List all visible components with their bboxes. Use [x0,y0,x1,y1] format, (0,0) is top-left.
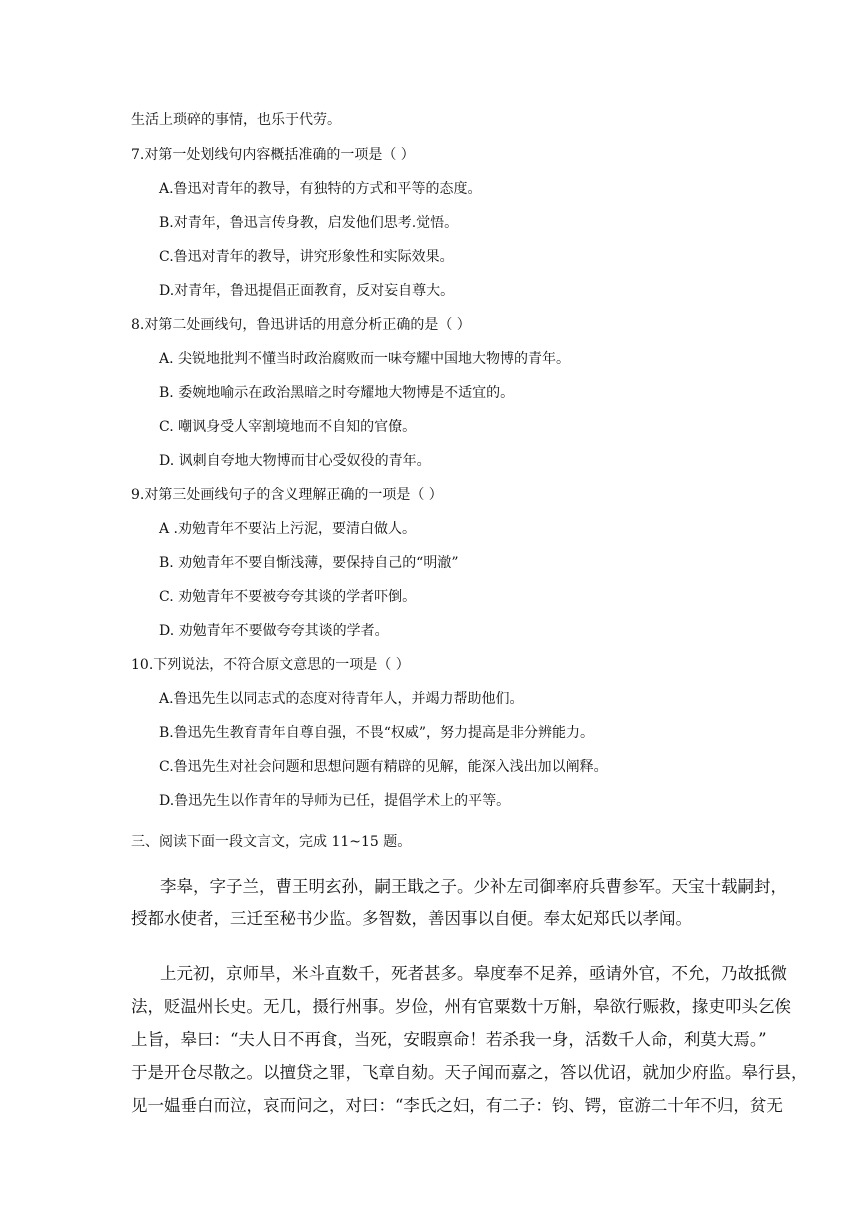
question-9: 9.对第三处画线句子的含义理解正确的一项是（ ） [131,487,443,503]
option-10c: C.鲁迅先生对社会问题和思想问题有精辟的见解，能深入浅出加以阐释。 [159,759,608,775]
option-10b: B.鲁迅先生教育青年自尊自强，不畏“权威”，努力提高是非分辨能力。 [159,725,595,741]
question-7: 7.对第一处划线句内容概括准确的一项是（ ） [131,147,415,163]
passage-line: 上旨，皋曰：“夫人日不再食，当死，安暇禀命！若杀我一身，活数千人命，利莫大焉。” [131,1030,767,1049]
passage-line: 上元初，京师旱，米斗直数千，死者甚多。皋度奉不足养，亟请外官，不允，乃故抵微 [160,964,787,983]
option-8b: B. 委婉地喻示在政治黑暗之时夸耀地大物博是不适宜的。 [159,385,515,401]
option-8d: D. 讽刺自夸地大物博而甘心受奴役的青年。 [159,453,431,469]
passage-line: 于是开仓尽散之。以擅贷之罪，飞章自劾。天子闻而嘉之，答以优诏，就加少府监。皋行县， [131,1063,808,1082]
question-8: 8.对第二处画线句，鲁迅讲话的用意分析正确的是（ ） [131,317,471,333]
option-10a: A.鲁迅先生以同志式的态度对待青年人，并竭力帮助他们。 [159,691,524,707]
option-8c: C. 嘲讽身受人宰割境地而不自知的官僚。 [159,419,417,435]
passage-line: 见一媪垂白而泣，哀而问之，对曰：“李氏之妇，有二子：钧、锷，宦游二十年不归，贫无 [131,1096,783,1115]
option-8a: A. 尖锐地批判不懂当时政治腐败而一味夸耀中国地大物博的青年。 [159,351,571,367]
option-9b: B. 劝勉青年不要自惭浅薄，要保持自己的“明澈” [159,555,459,571]
passage-line: 法，贬温州长史。无几，摄行州事。岁俭，州有官粟数十万斛，皋欲行赈救，掾吏叩头乞俟 [131,997,791,1016]
option-7d: D.对青年，鲁迅提倡正面教育，反对妄自尊大。 [159,283,455,299]
option-10d: D.鲁迅先生以作青年的导师为已任，提倡学术上的平等。 [159,793,511,809]
option-7c: C.鲁迅对青年的教导，讲究形象性和实际效果。 [159,249,454,265]
option-9c: C. 劝勉青年不要被夸夸其谈的学者吓倒。 [159,589,417,605]
passage-line: 授都水使者，三迁至秘书少监。多智数，善因事以自便。奉太妃郑氏以孝闻。 [131,909,692,928]
option-9d: D. 劝勉青年不要做夸夸其谈的学者。 [159,623,389,639]
option-7a: A.鲁迅对青年的教导，有独特的方式和平等的态度。 [159,181,482,197]
question-10: 10.下列说法，不符合原文意思的一项是（ ） [131,657,410,673]
text-line: 生活上琐碎的事情，也乐于代劳。 [131,112,341,128]
section-heading: 三、阅读下面一段文言文，完成 11~15 题。 [131,834,412,850]
option-7b: B.对青年，鲁迅言传身教，启发他们思考.觉悟。 [159,215,459,231]
passage-line: 李皋，字子兰，曹王明玄孙，嗣王戢之子。少补左司御率府兵曹参军。天宝十载嗣封， [160,877,787,896]
option-9a: A .劝勉青年不要沾上污泥，要清白做人。 [159,521,417,537]
